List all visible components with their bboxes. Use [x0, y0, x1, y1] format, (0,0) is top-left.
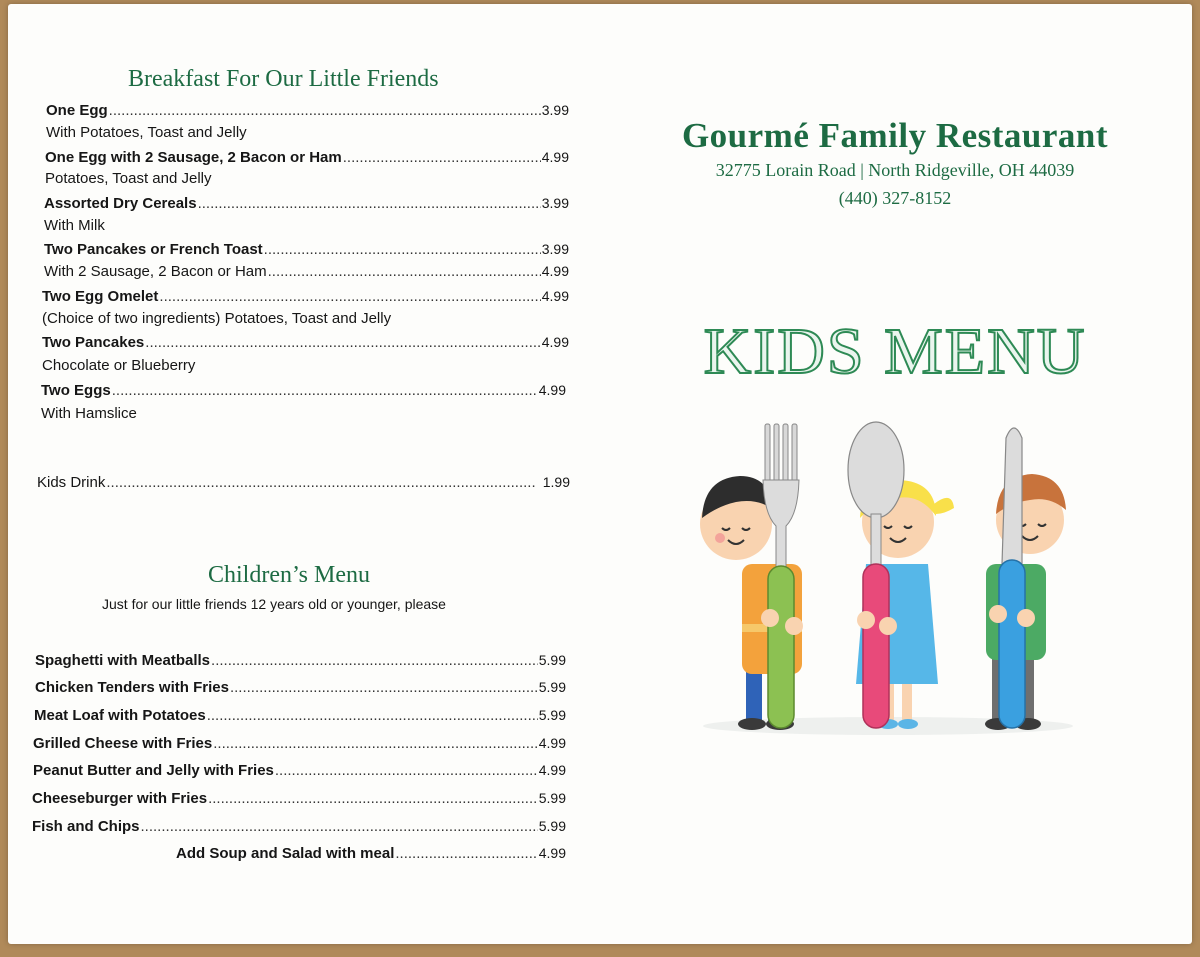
menu-item-description: Chocolate or Blueberry: [42, 357, 196, 374]
childrens-menu-heading: Children’s Menu: [208, 562, 370, 588]
kids-menu-title: KIDS MENU: [703, 315, 1087, 388]
menu-item-chicken-tenders: Chicken Tenders with Fries ..... 5.99: [35, 679, 566, 699]
restaurant-name: Gourmé Family Restaurant: [681, 116, 1109, 155]
restaurant-phone: (440) 327-8152: [838, 188, 952, 208]
menu-item-two-egg-omelet: Two Egg Omelet ..... 4.99: [42, 288, 569, 308]
menu-item-two-pancakes: Two Pancakes ..... 4.99: [42, 334, 569, 354]
menu-addon-soup-salad: Add Soup and Salad with meal ..... 4.99: [176, 845, 566, 865]
menu-inner-panel: [8, 4, 598, 944]
menu-item-grilled-cheese: Grilled Cheese with Fries ..... 4.99: [33, 735, 566, 755]
menu-item-pbj: Peanut Butter and Jelly with Fries ..... 4.99: [33, 762, 566, 782]
knife-icon: [999, 428, 1025, 728]
breakfast-heading: Breakfast For Our Little Friends: [128, 66, 439, 92]
kids-utensils-illustration: [688, 414, 1088, 744]
menu-item-description: With Hamslice: [41, 405, 137, 422]
age-note: Just for our little friends 12 years old or younger, please: [102, 596, 446, 612]
menu-item-dry-cereals: Assorted Dry Cereals ..... 3.99: [44, 195, 569, 215]
menu-item-one-egg-with-meat: One Egg with 2 Sausage, 2 Bacon or Ham ..... 4.99: [45, 149, 569, 169]
menu-item-cheeseburger: Cheeseburger with Fries ..... 5.99: [32, 790, 566, 810]
restaurant-address: 32775 Lorain Road | North Ridgeville, OH 44039: [715, 160, 1075, 180]
menu-item-two-eggs: Two Eggs ..... 4.99: [41, 382, 566, 402]
menu-item-spaghetti: Spaghetti with Meatballs ..... 5.99: [35, 652, 566, 672]
menu-item-description: Potatoes, Toast and Jelly: [45, 170, 212, 187]
menu-item-pancakes-with-meat: With 2 Sausage, 2 Bacon or Ham ..... 4.99: [44, 263, 569, 283]
menu-item-one-egg: One Egg ..... 3.99: [46, 102, 569, 122]
menu-item-fish-and-chips: Fish and Chips ..... 5.99: [32, 818, 566, 838]
menu-item-description: With Milk: [44, 217, 105, 234]
fork-icon: [763, 424, 799, 728]
menu-item-meat-loaf: Meat Loaf with Potatoes ..... 5.99: [34, 707, 566, 727]
menu-item-description: (Choice of two ingredients) Potatoes, Toast and Jelly: [42, 310, 392, 327]
menu-sheet: [8, 4, 1192, 944]
menu-item-kids-drink: Kids Drink ..... 1.99: [37, 474, 570, 494]
menu-cover-panel: [598, 4, 1192, 944]
menu-item-pancakes-french-toast: Two Pancakes or French Toast ..... 3.99: [44, 241, 569, 261]
menu-item-description: With Potatoes, Toast and Jelly: [46, 124, 247, 141]
